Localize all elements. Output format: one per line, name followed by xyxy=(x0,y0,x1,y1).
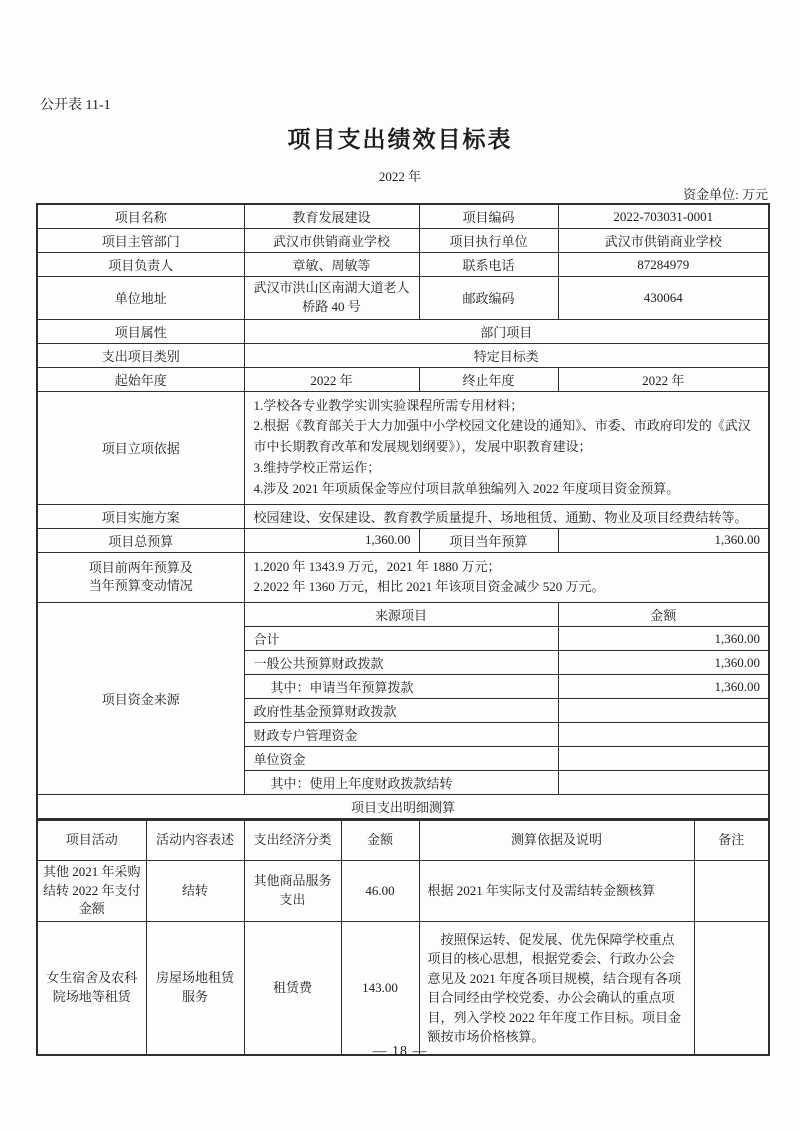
basis-label: 项目立项依据 xyxy=(37,391,244,504)
detail-header-category: 支出经济分类 xyxy=(244,820,341,860)
funding-row-name: 财政专户管理资金 xyxy=(244,723,558,747)
main-table-area xyxy=(36,203,768,1056)
exec-unit-label: 项目执行单位 xyxy=(419,229,558,253)
start-year-value: 2022 年 xyxy=(244,367,419,391)
prev-budget-label xyxy=(37,552,244,603)
detail-content: 房屋场地租赁服务 xyxy=(146,922,244,1055)
address-value: 武汉市洪山区南湖大道老人桥路 40 号 xyxy=(244,277,419,320)
basis-text xyxy=(244,391,769,504)
plan-label: 项目实施方案 xyxy=(37,504,244,528)
category-value: 特定目标类 xyxy=(244,343,769,367)
detail-content: 结转 xyxy=(146,860,244,922)
funding-row-amount xyxy=(558,723,769,747)
address-label: 单位地址 xyxy=(37,277,244,320)
leader-label: 项目负责人 xyxy=(37,253,244,277)
end-year-label: 终止年度 xyxy=(419,367,558,391)
detail-activity: 其他 2021 年采购结转 2022 年支付金额 xyxy=(37,860,146,922)
project-name-value: 教育发展建设 xyxy=(244,204,419,229)
funding-section-label: 项目资金来源 xyxy=(37,603,244,795)
funding-row-amount: 1,360.00 xyxy=(558,675,769,699)
category-label: 支出项目类别 xyxy=(37,343,244,367)
detail-note xyxy=(694,922,769,1055)
dept-value: 武汉市供销商业学校 xyxy=(244,229,419,253)
prev-budget-line: 2.2022 年 1360 万元，相比 2021 年该项目资金减少 520 万元。 xyxy=(253,579,605,595)
detail-note xyxy=(694,860,769,922)
funding-row-name: 其中：申请当年预算拨款 xyxy=(244,675,558,699)
detail-header-note: 备注 xyxy=(694,820,769,860)
phone-value: 87284979 xyxy=(558,253,769,277)
currency-unit-note: 资金单位: 万元 xyxy=(683,187,768,202)
detail-header-content: 活动内容表述 xyxy=(146,820,244,860)
year-budget-label: 项目当年预算 xyxy=(419,528,558,552)
detail-amount: 46.00 xyxy=(341,860,419,922)
end-year-value: 2022 年 xyxy=(558,367,769,391)
funding-source-header: 来源项目 xyxy=(244,603,558,627)
basis-line: 1.学校各专业教学实训实验课程所需专用材料； xyxy=(253,397,524,413)
funding-row-amount xyxy=(558,747,769,771)
postcode-label: 邮政编码 xyxy=(419,277,558,320)
detail-header-basis: 测算依据及说明 xyxy=(419,820,694,860)
project-code-label: 项目编码 xyxy=(419,204,558,229)
prev-budget-label-line: 项目前两年预算及 xyxy=(88,559,193,575)
detail-header-amount: 金额 xyxy=(341,820,419,860)
funding-row-name: 政府性基金预算财政拨款 xyxy=(244,699,558,723)
leader-value: 章敏、周敏等 xyxy=(244,253,419,277)
detail-amount: 143.00 xyxy=(341,922,419,1055)
detail-section-title: 项目支出明细测算 xyxy=(37,795,769,820)
total-budget-value: 1,360.00 xyxy=(244,528,419,552)
report-year: 2022 年 xyxy=(378,169,422,184)
funding-row-name: 其中：使用上年度财政拨款结转 xyxy=(244,771,558,795)
funding-row-name: 合计 xyxy=(244,627,558,651)
page-number: — 18 — xyxy=(372,1044,428,1059)
page-title: 项目支出绩效目标表 xyxy=(287,126,513,152)
dept-label: 项目主管部门 xyxy=(37,229,244,253)
detail-category: 其他商品服务支出 xyxy=(244,860,341,922)
basis-line: 3.维持学校正常运作； xyxy=(253,460,381,476)
detail-activity: 女生宿舍及农科院场地等租赁 xyxy=(37,922,146,1055)
basis-line: 4.涉及 2021 年项质保金等应付项目款单独编列入 2022 年度项目资金预算。 xyxy=(253,480,680,496)
detail-header-activity: 项目活动 xyxy=(37,820,146,860)
plan-value: 校园建设、安保建设、教育教学质量提升、场地租赁、通勤、物业及项目经费结转等。 xyxy=(244,504,769,528)
funding-row-name: 单位资金 xyxy=(244,747,558,771)
prev-budget-label-line: 当年预算变动情况 xyxy=(88,578,193,594)
funding-row-amount xyxy=(558,771,769,795)
funding-row-amount: 1,360.00 xyxy=(558,627,769,651)
postcode-value: 430064 xyxy=(558,277,769,320)
basis-line: 2.根据《教育部关于大力加强中小学校园文化建设的通知》、市委、市政府印发的《武汉市中长期教育改革和发展规划纲要》），发展中职教育建设； xyxy=(253,418,751,455)
attribute-value: 部门项目 xyxy=(244,319,769,343)
phone-label: 联系电话 xyxy=(419,253,558,277)
total-budget-label: 项目总预算 xyxy=(37,528,244,552)
attribute-label: 项目属性 xyxy=(37,319,244,343)
start-year-label: 起始年度 xyxy=(37,367,244,391)
funding-row-amount xyxy=(558,699,769,723)
project-info-table xyxy=(36,203,770,820)
expenditure-detail-table xyxy=(36,819,770,1056)
funding-row-name: 一般公共预算财政拨款 xyxy=(244,651,558,675)
doc-label: 公开表 11-1 xyxy=(40,98,111,113)
year-budget-value: 1,360.00 xyxy=(558,528,769,552)
prev-budget-line: 1.2020 年 1343.9 万元，2021 年 1880 万元； xyxy=(253,558,501,574)
project-code-value: 2022-703031-0001 xyxy=(558,204,769,229)
funding-row-amount: 1,360.00 xyxy=(558,651,769,675)
prev-budget-text xyxy=(244,552,769,603)
detail-basis: 按照保运转、促发展、优先保障学校重点项目的核心思想，根据党委会、行政办公会意见及 2021 年度各项目规模，结合现有各项目合同经由学校党委、办公会确认的重点项目，列入学校 2022 年年度工作目标。项目金额按市场价格核算。 xyxy=(419,922,694,1055)
funding-amount-header: 金额 xyxy=(558,603,769,627)
detail-category: 租赁费 xyxy=(244,922,341,1055)
exec-unit-value: 武汉市供销商业学校 xyxy=(558,229,769,253)
detail-basis: 根据 2021 年实际支付及需结转金额核算 xyxy=(419,860,694,922)
project-name-label: 项目名称 xyxy=(37,204,244,229)
